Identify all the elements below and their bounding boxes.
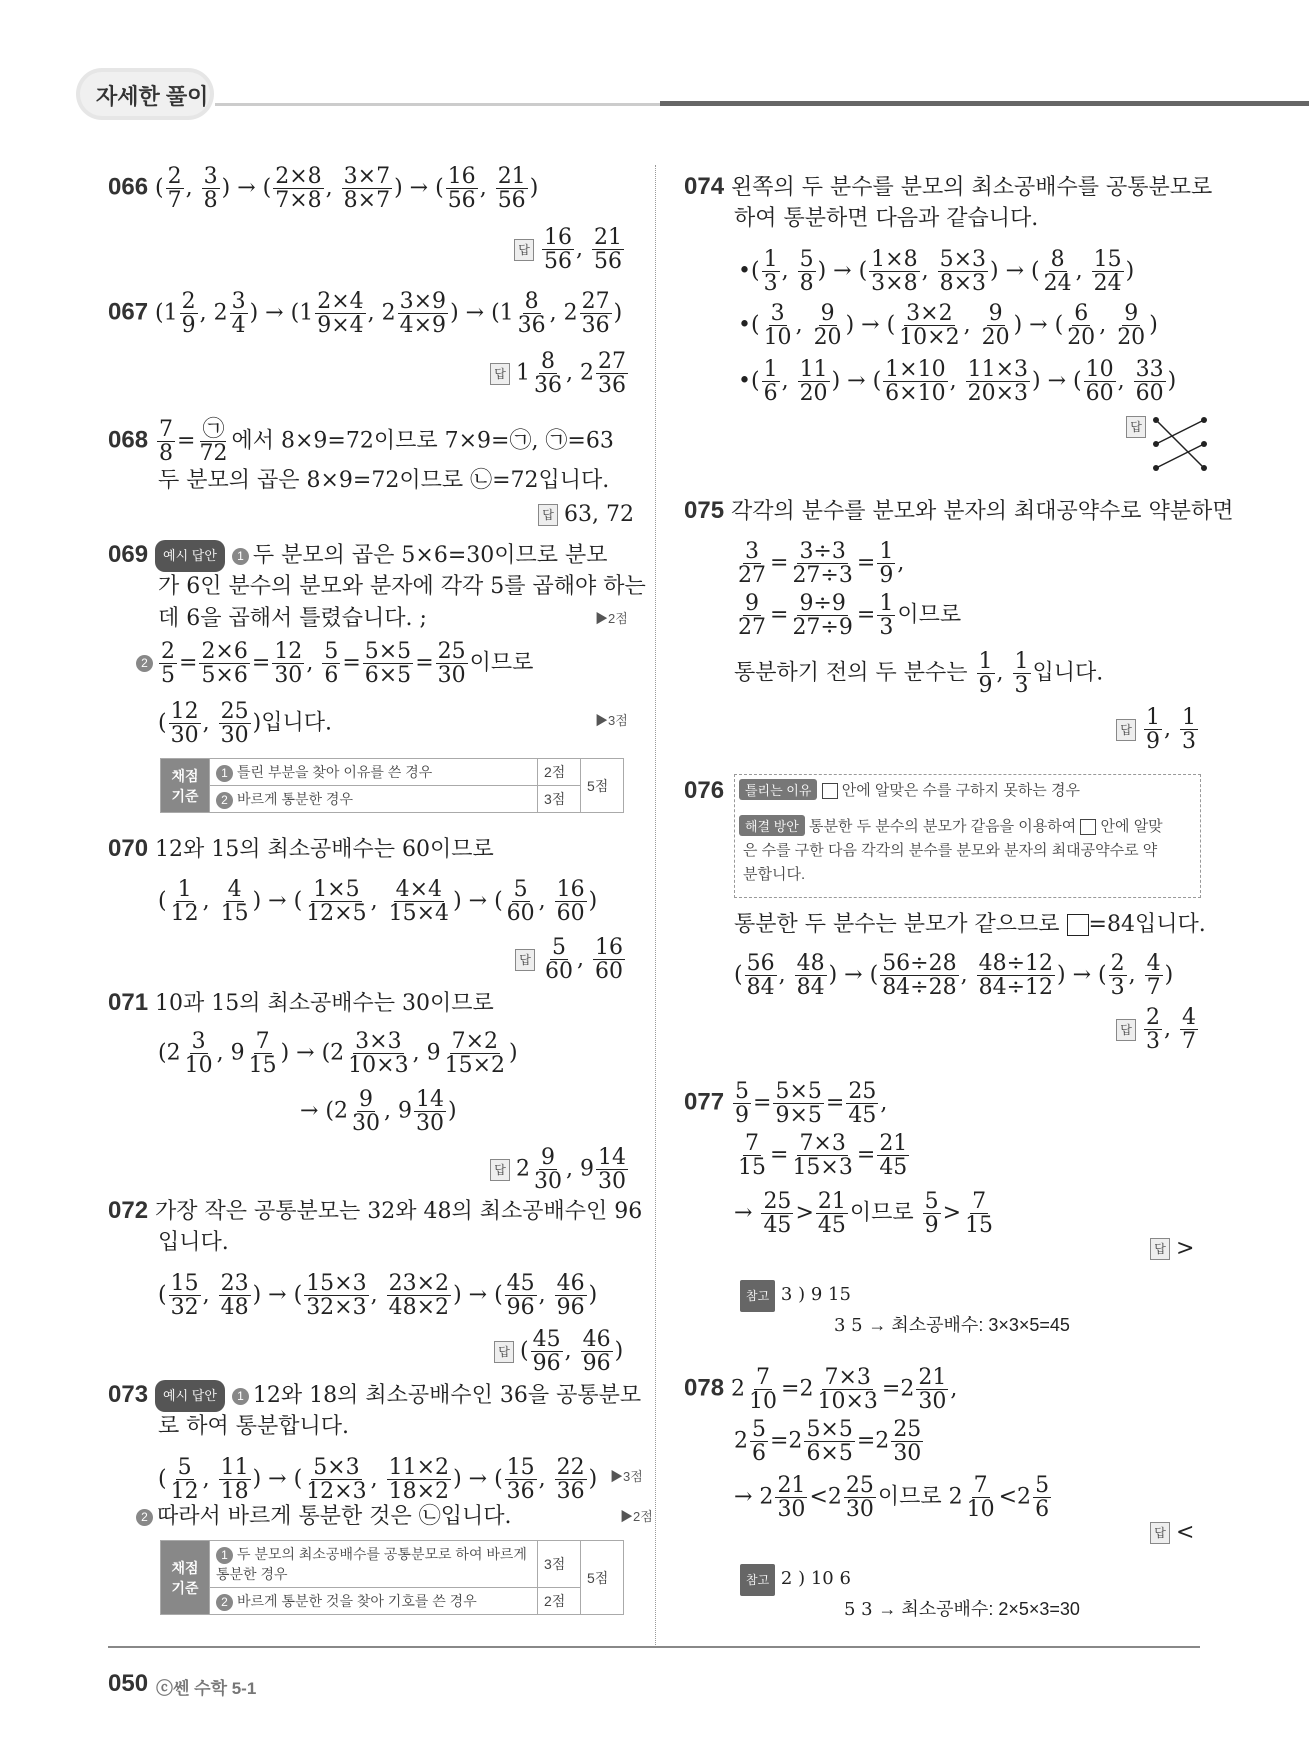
rubric-073: 채점 기준 1 두 분모의 최소공배수를 공통분모로 하여 바르게 통분한 경우 3점 5점 2 바르게 통분한 것을 찾아 기호를 쓴 경우 2점 — [160, 1540, 624, 1615]
problem-071-calc2: → (2 $\frac{9}{30}$ , 9 $\frac{14}{30}$ ) — [300, 1087, 457, 1137]
reference-077-row: 3 5 → 최소공배수: 3×3×5=45 — [834, 1315, 1070, 1336]
points-069-2: ▶3점 — [595, 713, 628, 728]
answer-078: 답 < — [1150, 1518, 1194, 1548]
problem-068: 068 $\frac{7}{8}$ = ㉠ 72 에서 8×9=72이므로 7×9=㉠, ㉠=63 — [108, 417, 614, 467]
problem-073-calc: ( $\frac{5}{12}$ , $\frac{11}{18}$ ) → ( $\frac{5\times 3}{12\times 3}$ , $\frac{11\times 2}{18\times 2}$ ) → ( $\frac{15}{36}$ , $\frac{22}{36}$ ) — [158, 1455, 598, 1505]
problem-077-calc3: → $\frac{25}{45}$ > $\frac{21}{45}$ 이므로 $\frac{5}{9}$ > $\frac{7}{15}$ — [734, 1189, 994, 1239]
problem-069-line2: 가 6인 분수의 분모와 분자에 각각 5를 곱해야 하는 — [158, 574, 646, 599]
problem-073: 073 예시 답안 1 12와 18의 최소공배수인 36을 공통분모 — [108, 1380, 641, 1412]
reference-078-row: 5 3 → 최소공배수: 2×5×3=30 — [844, 1599, 1080, 1620]
problem-069-line3: 데 6을 곱해서 틀렸습니다. ; — [158, 606, 427, 631]
problem-072-line2: 입니다. — [158, 1230, 229, 1255]
problem-076-hint-box: 틀리는 이유 안에 알맞은 수를 구하지 못하는 경우 해결 방안 통분한 두 분수의 분모가 같음을 이용하여 안에 알맞 은 수를 구한 다음 각각의 분수를 분모와 분자의 최대공약수로 약 분합니다. — [734, 774, 1201, 898]
problem-067: 067 (1 $\frac{2}{9}$ , 2 $\frac{3}{4}$ ) → (1 $\frac{2\times 4}{9\times 4}$ , 2 $\frac{3\times 9}{4\times 9}$ ) → (1 $\frac{8}{36}$ , 2 $\frac{27}{36}$ ) — [108, 289, 623, 339]
problem-069-step2b: ( $\frac{12}{30}$ , $\frac{25}{30}$ )입니다. — [158, 699, 332, 749]
answer-076: 답 $\frac{2}{3}$ , $\frac{4}{7}$ — [1116, 1006, 1200, 1053]
problem-075-calc2: $\frac{9}{27}$ = $\frac{9\div 9}{27\div 9}$ = $\frac{1}{3}$ 이므로 — [738, 591, 962, 641]
column-divider — [655, 165, 656, 1645]
answer-071: 답 2 $\frac{9}{30}$ , 9 $\frac{14}{30}$ — [490, 1146, 630, 1193]
answer-072: 답 ( $\frac{45}{96}$ , $\frac{46}{96}$ ) — [494, 1328, 623, 1375]
problem-078: 078 2 $\frac{7}{10}$ =2 $\frac{7\times 3}{10\times 3}$ =2 $\frac{21}{30}$ , — [684, 1365, 958, 1415]
header-rule-dark — [660, 101, 1309, 106]
problem-073-line3: 2 따라서 바르게 통분한 것은 ㉡입니다. — [136, 1502, 512, 1532]
problem-075: 075 각각의 분수를 분모와 분자의 최대공약수로 약분하면 — [684, 497, 1234, 524]
answer-067: 답 1 $\frac{8}{36}$ , 2 $\frac{27}{36}$ — [490, 350, 630, 397]
points-069-1: ▶2점 — [595, 611, 628, 626]
problem-076-line1: 통분한 두 분수는 분모가 같으므로 =84입니다. — [734, 912, 1206, 937]
problem-074-row2: •( $\frac{3}{10}$ , $\frac{9}{20}$ ) → ( $\frac{3\times 2}{10\times 2}$ , $\frac{9}{20}$ ) → ( $\frac{6}{20}$ , $\frac{9}{20}$ ) — [738, 301, 1158, 351]
answer-074: 답 — [1126, 414, 1152, 439]
header-logo-text: 자세한 풀이 — [96, 84, 209, 109]
problem-077: 077 $\frac{5}{9}$ = $\frac{5\times 5}{9\times 5}$ = $\frac{25}{45}$ , — [684, 1079, 888, 1129]
footer-page-number: 050 — [108, 1670, 149, 1697]
problem-078-calc2: 2 $\frac{5}{6}$ =2 $\frac{5\times 5}{6\times 5}$ =2 $\frac{25}{30}$ — [734, 1417, 922, 1467]
answer-068: 답 63, 72 — [538, 500, 634, 530]
problem-071-calc: (2 $\frac{3}{10}$ , 9 $\frac{7}{15}$ ) → (2 $\frac{3\times 3}{10\times 3}$ , 9 $\frac{7\times 2}{15\times 2}$ ) — [158, 1029, 518, 1079]
problem-071: 071 10과 15의 최소공배수는 30이므로 — [108, 989, 494, 1016]
reference-077: 참고 3 ) 9 15 — [740, 1280, 851, 1312]
header-rule-light — [215, 103, 660, 106]
answer-070: 답 $\frac{5}{60}$ , $\frac{16}{60}$ — [515, 936, 627, 983]
footer-rule — [108, 1646, 1200, 1648]
problem-070-calc: ( $\frac{1}{12}$ , $\frac{4}{15}$ ) → ( $\frac{1\times 5}{12\times 5}$ , $\frac{4\times 4}{15\times 4}$ ) → ( $\frac{5}{60}$ , $\frac{16}{60}$ ) — [158, 877, 598, 927]
problem-072-calc: ( $\frac{15}{32}$ , $\frac{23}{48}$ ) → ( $\frac{15\times 3}{32\times 3}$ , $\frac{23\times 2}{48\times 2}$ ) → ( $\frac{45}{96}$ , $\frac{46}{96}$ ) — [158, 1271, 598, 1321]
reference-078: 참고 2 ) 10 6 — [740, 1564, 851, 1596]
answer-074-matching-lines — [1150, 412, 1210, 476]
answer-075: 답 $\frac{1}{9}$ , $\frac{1}{3}$ — [1116, 706, 1200, 753]
footer-book-title: ⓒ쎈 수학 5-1 — [156, 1679, 257, 1698]
problem-075-calc1: $\frac{3}{27}$ = $\frac{3\div 3}{27\div 3}$ = $\frac{1}{9}$ , — [738, 539, 905, 589]
points-073-1: ▶3점 — [610, 1469, 643, 1484]
answer-077: 답 > — [1150, 1234, 1194, 1264]
problem-076-num: 076 — [684, 777, 725, 804]
problem-068-line2: 두 분모의 곱은 8×9=72이므로 ㉡=72입니다. — [158, 468, 610, 493]
answer-066: 답 $\frac{16}{56}$ , $\frac{21}{56}$ — [514, 226, 626, 273]
problem-078-calc3: → 2 $\frac{21}{30}$ <2 $\frac{25}{30}$ 이므로 2 $\frac{7}{10}$ <2 $\frac{5}{6}$ — [734, 1473, 1050, 1523]
problem-069-step2: 2 $\frac{2}{5}$ = $\frac{2\times 6}{5\times 6}$ = $\frac{12}{30}$ , $\frac{5}{6}$ = $\frac{5\times 5}{6\times 5}$ = $\frac{25}{30}$ 이므로 — [136, 640, 533, 687]
rubric-069: 채점 기준 1 틀린 부분을 찾아 이유를 쓴 경우 2점 5점 2 바르게 통분한 경우 3점 — [160, 758, 624, 813]
problem-070: 070 12와 15의 최소공배수는 60이므로 — [108, 835, 494, 862]
points-073-2: ▶2점 — [620, 1509, 653, 1524]
problem-077-calc2: $\frac{7}{15}$ = $\frac{7\times 3}{15\times 3}$ = $\frac{21}{45}$ — [738, 1131, 908, 1181]
problem-066: 066 ( $\frac{2}{7}$ , $\frac{3}{8}$ ) → ( $\frac{2\times 8}{7\times 8}$ , $\frac{3\times 7}{8\times 7}$ ) → ( $\frac{16}{56}$ , $\frac{21}{56}$ ) — [108, 164, 539, 214]
problem-069: 069 예시 답안 1 두 분모의 곱은 5×6=30이므로 분모 — [108, 540, 608, 572]
problem-074-row3: •( $\frac{1}{6}$ , $\frac{11}{20}$ ) → ( $\frac{1\times 10}{6\times 10}$ , $\frac{11\times 3}{20\times 3}$ ) → ( $\frac{10}{60}$ , $\frac{33}{60}$ ) — [738, 357, 1177, 407]
problem-074-row1: •( $\frac{1}{3}$ , $\frac{5}{8}$ ) → ( $\frac{1\times 8}{3\times 8}$ , $\frac{5\times 3}{8\times 3}$ ) → ( $\frac{8}{24}$ , $\frac{15}{24}$ ) — [738, 247, 1135, 297]
problem-072: 072 가장 작은 공통분모는 32와 48의 최소공배수인 96 — [108, 1197, 643, 1224]
problem-075-line3: 통분하기 전의 두 분수는 $\frac{1}{9}$ , $\frac{1}{3}$ 입니다. — [734, 649, 1104, 699]
problem-074-line2: 하여 통분하면 다음과 같습니다. — [734, 206, 1039, 231]
problem-073-line2: 로 하여 통분합니다. — [158, 1414, 349, 1439]
problem-076-calc: ( $\frac{56}{84}$ , $\frac{48}{84}$ ) → ( $\frac{56\div 28}{84\div 28}$ , $\frac{48\div 12}{84\div 12}$ ) → ( $\frac{2}{3}$ , $\frac{4}{7}$ ) — [734, 951, 1174, 1001]
problem-074: 074 왼쪽의 두 분수를 분모의 최소공배수를 공통분모로 — [684, 173, 1213, 200]
